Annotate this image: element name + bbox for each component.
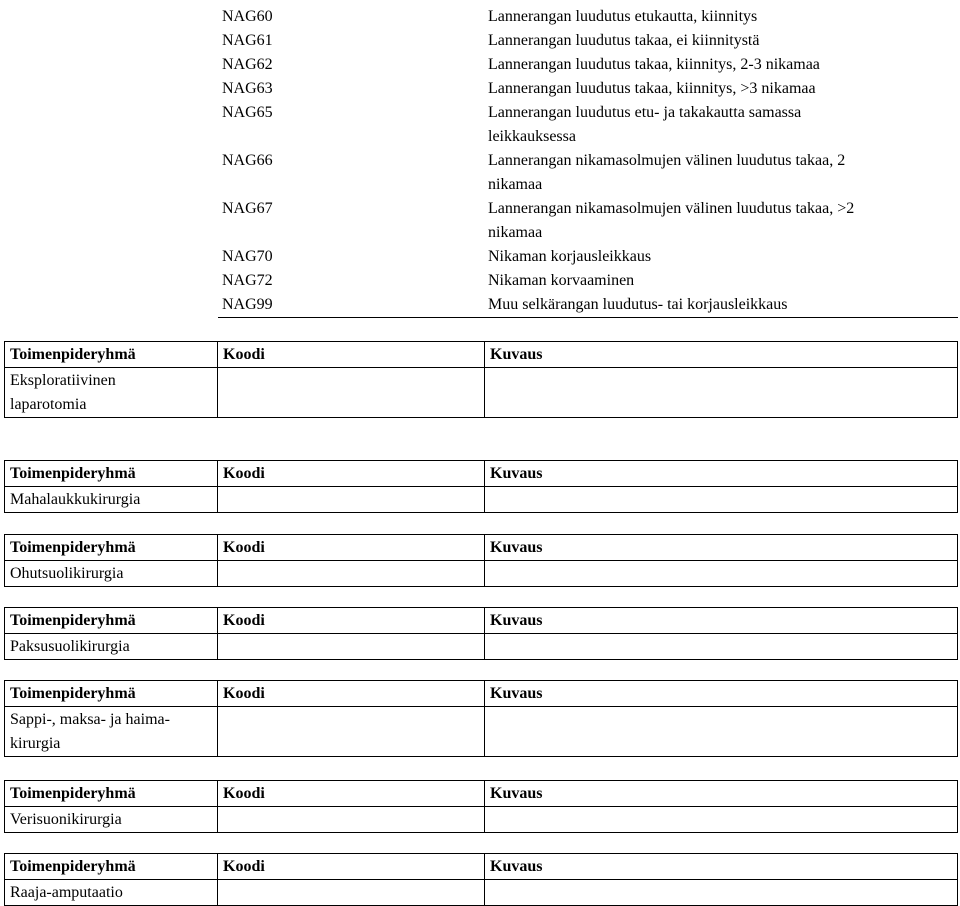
code-cell: NAG66 (222, 152, 273, 169)
section-table (4, 534, 958, 587)
header-group: Toimenpideryhmä (5, 608, 218, 634)
code-cell (218, 561, 485, 587)
description-line: leikkauksessa (488, 128, 576, 145)
description-cell (485, 634, 958, 660)
header-description: Kuvaus (485, 535, 958, 561)
header-group: Toimenpideryhmä (5, 681, 218, 707)
header-code: Koodi (218, 681, 485, 707)
header-code: Koodi (218, 342, 485, 368)
code-cell: NAG62 (222, 56, 273, 73)
table-row (218, 245, 958, 269)
table-row (5, 561, 958, 587)
group-cell (5, 368, 218, 418)
table-row (218, 269, 958, 293)
group-cell: Ohutsuolikirurgia (5, 561, 218, 587)
description-cell (485, 561, 958, 587)
header-row (5, 854, 958, 880)
section-table (4, 853, 958, 906)
description-cell: Nikaman korjausleikkaus (488, 248, 652, 265)
code-cell: NAG99 (218, 293, 483, 318)
table-row (5, 368, 958, 418)
code-cell: NAG65 (222, 104, 273, 121)
code-cell: NAG72 (222, 272, 273, 289)
group-cell: Raaja-amputaatio (5, 880, 218, 906)
header-row (5, 681, 958, 707)
header-row (5, 342, 958, 368)
description-line: Lannerangan nikamasolmujen välinen luudutus takaa, 2 (488, 152, 846, 169)
table-row (5, 707, 958, 757)
header-row (5, 781, 958, 807)
header-description: Kuvaus (485, 608, 958, 634)
code-cell (218, 368, 485, 418)
description-cell (483, 197, 958, 245)
group-cell: Mahalaukkukirurgia (5, 487, 218, 513)
header-row (5, 535, 958, 561)
description-cell: Lannerangan luudutus etukautta, kiinnitys (488, 8, 758, 25)
code-cell (218, 634, 485, 660)
code-cell: NAG70 (222, 248, 273, 265)
table-row (218, 53, 958, 77)
code-cell: NAG60 (222, 8, 273, 25)
table-row (5, 880, 958, 906)
description-cell (485, 487, 958, 513)
table-row (218, 197, 958, 245)
header-description: Kuvaus (485, 854, 958, 880)
table-row (218, 293, 958, 318)
table-row (218, 77, 958, 101)
header-row (5, 608, 958, 634)
header-row (5, 461, 958, 487)
header-description: Kuvaus (485, 461, 958, 487)
description-cell: Lannerangan luudutus takaa, kiinnitys, >3 nikamaa (488, 80, 816, 97)
description-cell (485, 807, 958, 833)
code-cell (218, 807, 485, 833)
header-group: Toimenpideryhmä (5, 535, 218, 561)
section-table (4, 341, 958, 418)
table-row (5, 634, 958, 660)
description-cell: Muu selkärangan luudutus- tai korjausleikkaus (483, 293, 958, 318)
description-cell (485, 368, 958, 418)
description-cell (483, 149, 958, 197)
description-line: Lannerangan luudutus etu- ja takakautta samassa (488, 104, 802, 121)
description-cell: Nikaman korvaaminen (488, 272, 635, 289)
description-cell (485, 707, 958, 757)
header-description: Kuvaus (485, 781, 958, 807)
header-code: Koodi (218, 608, 485, 634)
code-cell (218, 880, 485, 906)
group-cell (5, 707, 218, 757)
code-cell (218, 707, 485, 757)
section-table (4, 680, 958, 757)
header-code: Koodi (218, 854, 485, 880)
description-cell (485, 880, 958, 906)
group-line: Eksploratiivinen (10, 372, 116, 389)
table-row (5, 487, 958, 513)
header-group: Toimenpideryhmä (5, 342, 218, 368)
description-line: nikamaa (488, 176, 543, 193)
group-line: kirurgia (10, 735, 61, 752)
header-code: Koodi (218, 461, 485, 487)
section-table (4, 607, 958, 660)
code-cell (218, 487, 485, 513)
header-group: Toimenpideryhmä (5, 854, 218, 880)
header-group: Toimenpideryhmä (5, 461, 218, 487)
table-row (218, 5, 958, 29)
header-description: Kuvaus (485, 681, 958, 707)
group-line: Sappi-, maksa- ja haima- (10, 711, 170, 728)
header-description: Kuvaus (485, 342, 958, 368)
code-cell: NAG67 (222, 200, 273, 217)
header-group: Toimenpideryhmä (5, 781, 218, 807)
header-code: Koodi (218, 535, 485, 561)
group-line: laparotomia (10, 396, 87, 413)
table-row (5, 807, 958, 833)
section-table (4, 780, 958, 833)
group-cell: Verisuonikirurgia (5, 807, 218, 833)
group-cell: Paksusuolikirurgia (5, 634, 218, 660)
procedure-code-table (218, 5, 958, 318)
description-line: Lannerangan nikamasolmujen välinen luudutus takaa, >2 (488, 200, 855, 217)
description-cell (483, 101, 958, 149)
section-table (4, 460, 958, 513)
code-cell: NAG61 (222, 32, 273, 49)
table-row (218, 101, 958, 149)
description-line: nikamaa (488, 224, 543, 241)
table-row (218, 29, 958, 53)
code-cell: NAG63 (222, 80, 273, 97)
description-cell: Lannerangan luudutus takaa, kiinnitys, 2-3 nikamaa (488, 56, 820, 73)
header-code: Koodi (218, 781, 485, 807)
description-cell: Lannerangan luudutus takaa, ei kiinnitystä (488, 32, 760, 49)
table-row (218, 149, 958, 197)
